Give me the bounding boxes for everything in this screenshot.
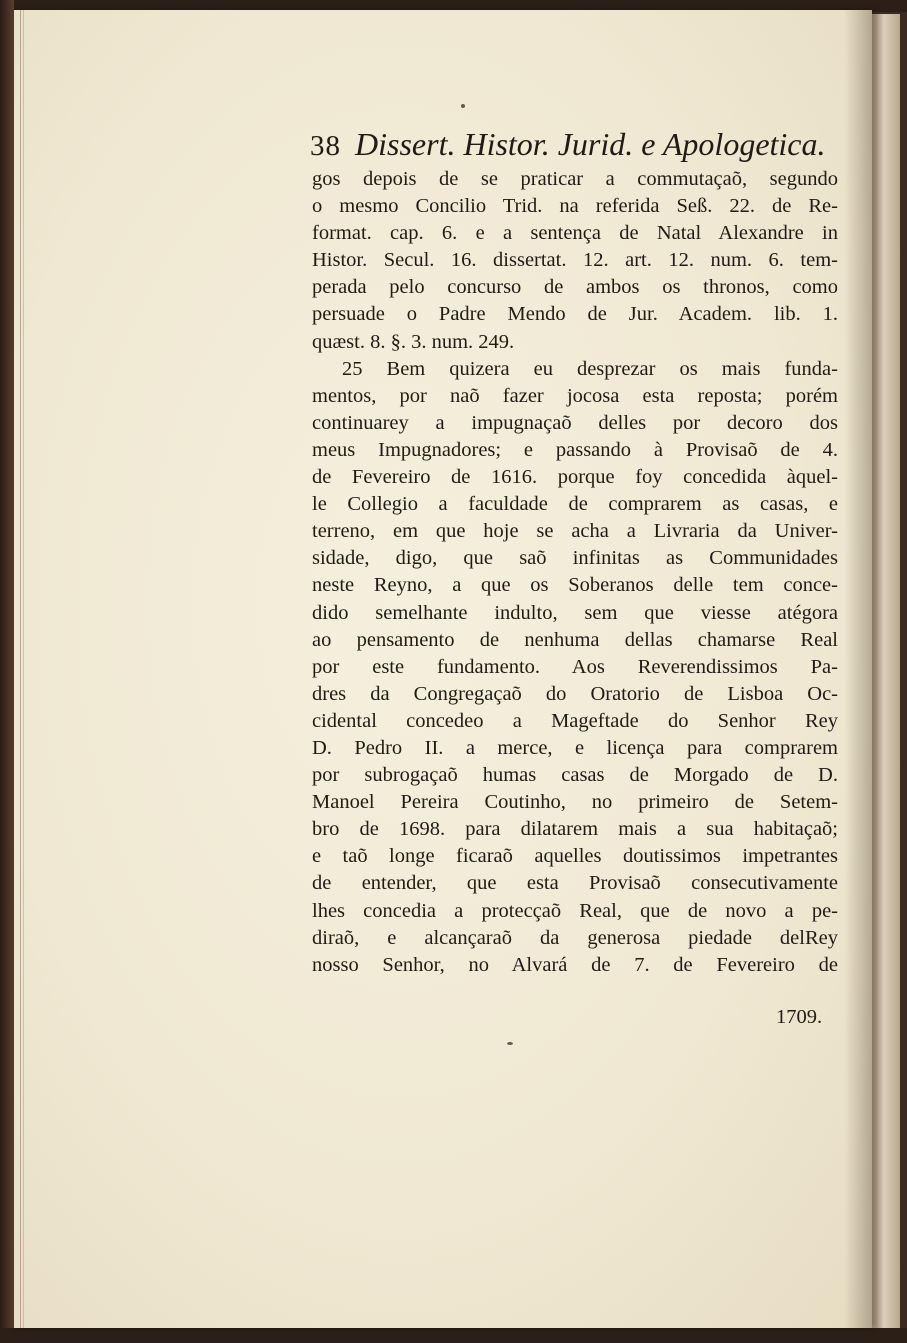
text-line: persuade o Padre Mendo de Jur. Academ. lib. 1. xyxy=(312,303,838,326)
book-background-bottom xyxy=(0,1328,907,1343)
text-line: diraõ, e alcançaraõ da generosa piedade delRey xyxy=(312,926,838,949)
text-line: mentos, por naõ fazer jocosa esta reposta; porém xyxy=(312,384,838,407)
text-line: lhes concedia a protecçaõ Real, que de novo a pe- xyxy=(312,899,838,922)
catchword: 1709. xyxy=(776,1006,823,1028)
text-line: terreno, em que hoje se acha a Livraria da Univer- xyxy=(312,520,838,543)
running-title: Dissert. Histor. Jurid. e Apologetica. xyxy=(355,126,826,162)
text-line: continuarey a impugnaçaõ delles por decoro dos xyxy=(312,411,838,434)
text-line: nosso Senhor, no Alvará de 7. de Fevereiro de xyxy=(312,953,838,976)
text-line: gos depois de se praticar a commutaçaõ, segundo xyxy=(312,168,838,190)
text-line: por este fundamento. Aos Reverendissimos Pa- xyxy=(312,655,838,678)
text-line: neste Reyno, a que os Soberanos delle tem conce- xyxy=(312,574,838,597)
ink-speck xyxy=(507,1042,513,1045)
text-line: perada pelo concurso de ambos os thronos, como xyxy=(312,276,838,299)
text-line: le Collegio a faculdade de comprarem as casas, e xyxy=(312,493,838,516)
text-line: bro de 1698. para dilatarem mais a sua habitaçaõ; xyxy=(312,818,838,841)
text-line: dres da Congregaçaõ do Oratorio de Lisboa Oc- xyxy=(312,682,838,705)
text-line: ao pensamento de nenhuma dellas chamarse Real xyxy=(312,628,838,651)
text-line: de Fevereiro de 1616. porque foy concedida àquel- xyxy=(312,466,838,489)
text-line: e taõ longe ficaraõ aquelles doutissimos impetrantes xyxy=(312,845,838,868)
page-number: 38 xyxy=(310,130,341,162)
ink-speck xyxy=(461,104,465,108)
body-text xyxy=(312,166,838,979)
text-line: Histor. Secul. 16. dissertat. 12. art. 12. num. 6. tem- xyxy=(312,249,838,272)
paragraph-start-line: 25 Bem quizera eu desprezar os mais funda- xyxy=(342,357,838,380)
text-line: quæst. 8. §. 3. num. 249. xyxy=(312,330,515,353)
page-edge-line xyxy=(20,10,21,1328)
text-line: sidade, digo, que saõ infinitas as Communidades xyxy=(312,547,838,570)
text-line: dido semelhante indulto, sem que viesse atégora xyxy=(312,601,838,624)
text-line: de entender, que esta Provisaõ consecutivamente xyxy=(312,872,838,895)
text-line: format. cap. 6. e a sentença de Natal Alexandre in xyxy=(312,222,838,245)
text-line: cidental concedeo a Mageftade do Senhor Rey xyxy=(312,709,838,732)
text-line: meus Impugnadores; e passando à Provisaõ de 4. xyxy=(312,438,838,461)
page-edge-line xyxy=(23,10,24,1328)
page-header xyxy=(310,126,826,166)
gutter-shadow xyxy=(844,10,872,1328)
book-background-left xyxy=(0,0,14,1343)
text-line: D. Pedro II. a merce, e licença para comprarem xyxy=(312,736,838,759)
text-line: Manoel Pereira Coutinho, no primeiro de Setem- xyxy=(312,791,838,814)
text-line: o mesmo Concilio Trid. na referida Seß. 22. de Re- xyxy=(312,195,838,218)
text-line: por subrogaçaõ humas casas de Morgado de D. xyxy=(312,764,838,787)
